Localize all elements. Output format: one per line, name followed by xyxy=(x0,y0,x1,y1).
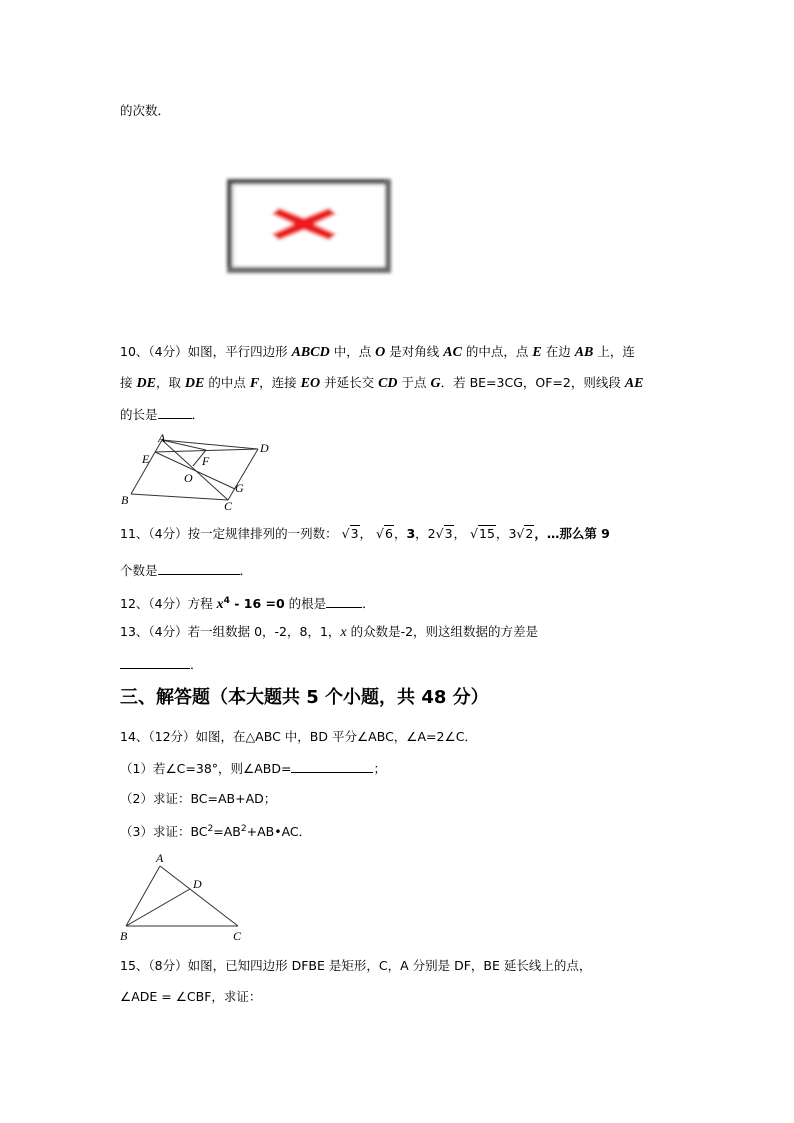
text: 中，点 xyxy=(329,344,376,359)
text: （3）求证：BC xyxy=(120,824,208,840)
text: 上，连 xyxy=(593,344,635,359)
text: 的中点，点 xyxy=(461,344,533,359)
text: 12、（4分）方程 xyxy=(120,596,217,612)
var: F xyxy=(249,376,260,391)
exponent: 2 xyxy=(207,824,214,834)
parallelogram-figure xyxy=(118,430,278,514)
q14-stem: 14、（12分）如图，在△ABC 中，BD 平分∠ABC，∠A=2∠C． xyxy=(120,729,477,744)
text: ． xyxy=(239,563,253,578)
coef: 3 xyxy=(508,526,517,541)
label-c: C xyxy=(224,499,233,513)
text: ， xyxy=(393,526,407,541)
text: 的众数是-2，则这组数据的方差是 xyxy=(346,624,539,639)
q10-line1 xyxy=(120,343,635,362)
q14-part2: （2）求证：BC=AB+AD； xyxy=(120,791,277,806)
q15-line2: ∠ADE = ∠CBF，求证： xyxy=(120,989,262,1004)
var: CD xyxy=(378,376,398,391)
exponent: 4 xyxy=(223,596,230,606)
top-text: 的次数． xyxy=(120,103,171,118)
sqrt-3: √3 xyxy=(341,526,359,541)
text: 11、（4分）按一定规律排列的一列数： xyxy=(120,526,338,541)
section-heading: 三、解答题（本大题共 5 个小题，共 48 分） xyxy=(120,687,489,708)
text: ． xyxy=(362,596,375,612)
answer-blank[interactable] xyxy=(158,405,192,419)
text: ， xyxy=(453,526,467,541)
text: 并延长交 xyxy=(320,375,379,390)
label-d: D xyxy=(260,441,269,455)
label-d: D xyxy=(193,877,202,891)
text: 10、（4分）如图，平行四边形 xyxy=(120,344,292,359)
equation: - 16 =0 xyxy=(229,596,285,612)
var: DE xyxy=(136,376,156,391)
sqrt-2: √2 xyxy=(516,526,534,541)
var: x xyxy=(216,597,224,613)
text: ，取 xyxy=(155,375,185,390)
q15-line1: 15、（8分）如图，已知四边形 DFBE 是矩形，C，A 分别是 DF，BE 延长线上的点， xyxy=(120,958,592,973)
label-g: G xyxy=(235,481,244,495)
text: 的根是 xyxy=(284,596,327,612)
text: ，连接 xyxy=(259,375,301,390)
text: （1）若∠C=38°，则∠ABD= xyxy=(120,761,292,776)
exponent: 2 xyxy=(240,824,247,834)
text: ． xyxy=(191,407,205,422)
text: ， xyxy=(415,526,428,541)
q13-line2 xyxy=(120,655,203,674)
var: AC xyxy=(443,345,462,360)
q12-line xyxy=(120,592,375,614)
text: ．若 BE=3CG，OF=2，则线段 xyxy=(440,375,625,390)
text: 个数是 xyxy=(120,563,158,578)
answer-blank[interactable] xyxy=(120,655,190,669)
text: ． xyxy=(190,657,203,672)
text: ， xyxy=(495,526,509,541)
label-b: B xyxy=(120,929,128,943)
q13-line1 xyxy=(120,623,538,642)
var: E xyxy=(532,345,542,360)
text: 接 xyxy=(120,375,137,390)
label-a: A xyxy=(156,851,164,865)
q10-line2 xyxy=(120,374,644,393)
var: G xyxy=(430,376,441,391)
q10-line3 xyxy=(120,405,204,424)
label-e: E xyxy=(142,452,150,466)
q11-line2 xyxy=(120,561,252,580)
var: DE xyxy=(184,376,205,391)
coef: 2 xyxy=(427,526,436,541)
answer-blank[interactable] xyxy=(326,594,362,608)
sqrt-6: √6 xyxy=(376,526,393,541)
triangle-figure xyxy=(116,848,246,944)
q11-line1 xyxy=(120,525,610,543)
var: x xyxy=(340,625,347,640)
text: ， xyxy=(359,526,373,541)
label-b: B xyxy=(121,493,129,507)
sqrt-15: √15 xyxy=(470,526,495,541)
label-f: F xyxy=(202,454,210,468)
var: AB xyxy=(574,345,594,360)
sqrt-3b: √3 xyxy=(435,526,453,541)
text: 的中点 xyxy=(204,375,250,390)
text: 是对角线 xyxy=(385,344,444,359)
text: +AB•AC． xyxy=(246,824,312,840)
q14-part3 xyxy=(120,820,311,841)
text: 13、（4分）若一组数据 0，-2，8，1， xyxy=(120,624,341,639)
broken-image-placeholder xyxy=(224,176,394,276)
label-c: C xyxy=(233,929,242,943)
label-a: A xyxy=(158,431,166,445)
var: AE xyxy=(624,376,644,391)
text: 在边 xyxy=(541,344,575,359)
text: 的长是 xyxy=(120,407,158,422)
q14-part1 xyxy=(120,759,386,778)
label-o: O xyxy=(184,471,193,485)
text: =AB xyxy=(213,824,241,840)
var: EO xyxy=(300,376,321,391)
answer-blank[interactable] xyxy=(291,759,373,773)
text: ，…那么第 9 xyxy=(534,526,610,541)
answer-blank[interactable] xyxy=(158,561,240,575)
broken-image-icon xyxy=(224,176,394,276)
text: 于点 xyxy=(397,375,431,390)
text: ； xyxy=(373,761,386,776)
var: O xyxy=(375,345,386,360)
var: ABCD xyxy=(291,345,330,360)
term-3: 3 xyxy=(406,526,416,541)
